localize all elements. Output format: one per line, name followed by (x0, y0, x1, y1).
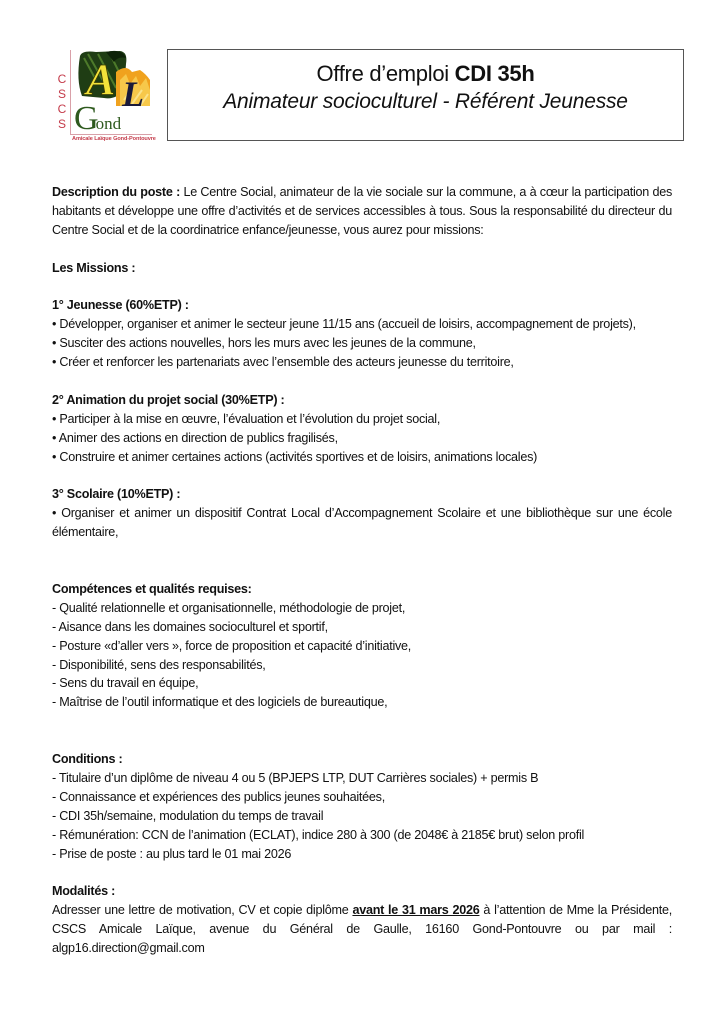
mission-section-title: 3° Scolaire (10%ETP) : (52, 487, 181, 502)
organization-logo (52, 46, 156, 144)
list-item: - Sens du travail en équipe, (52, 676, 199, 691)
list-item: • Développer, organiser et animer le secteur jeune 11/15 ans (accueil de loisirs, accompagnement de projets), (52, 317, 636, 332)
spacer (52, 542, 672, 580)
title-contract-type: CDI 35h (454, 61, 535, 86)
conditions-section (52, 750, 672, 863)
contact-email-link[interactable]: algp16.direction@gmail.com (52, 941, 205, 956)
mission-section-school (52, 485, 672, 542)
list-item: • Animer des actions en direction de publics fragilisés, (52, 430, 338, 445)
list-item: • Créer et renforcer les partenariats avec l’ensemble des acteurs jeunesse du territoire, (52, 355, 514, 370)
modalites-section (52, 882, 672, 958)
list-item: • Susciter des actions nouvelles, hors les murs avec les jeunes de la commune, (52, 336, 476, 351)
list-item: - Qualité relationnelle et organisationnelle, méthodologie de projet, (52, 600, 406, 615)
list-item: - Posture «d’aller vers », force de proposition et capacité d’initiative, (52, 638, 412, 653)
modalites-paragraph (52, 901, 672, 958)
description-paragraph (52, 183, 672, 240)
page-title (168, 60, 683, 88)
logo-divider-vertical (70, 50, 71, 134)
mission-section-title: 1° Jeunesse (60%ETP) : (52, 298, 189, 313)
list-item: • Organiser et animer un dispositif Contrat Local d’Accompagnement Scolaire et une bibliothèque sur une école élémentaire, (52, 506, 672, 540)
logo-gond-rest: ond (95, 114, 122, 133)
svg-text:A: A (86, 55, 116, 104)
list-item: - Connaissance et expériences des publics jeunes souhaitées, (52, 789, 385, 804)
logo-gond-wordmark (74, 100, 122, 137)
competences-section (52, 580, 672, 712)
logo-letter: C (57, 72, 67, 86)
logo-letter: C (57, 102, 67, 116)
spacer (52, 240, 672, 259)
mission-section-title: 2° Animation du projet social (30%ETP) : (52, 392, 285, 407)
logo-letter: S (57, 117, 66, 131)
missions-heading: Les Missions : (52, 260, 136, 275)
conditions-heading: Conditions : (52, 752, 123, 767)
job-title: Animateur socioculturel - Référent Jeunesse (223, 90, 628, 113)
application-deadline: avant le 31 mars 2026 (352, 903, 480, 918)
list-item: - Prise de poste : au plus tard le 01 mai 2026 (52, 846, 292, 861)
mission-section-youth (52, 296, 672, 372)
title-box (167, 49, 684, 141)
mission-section-social-project (52, 391, 672, 467)
spacer (52, 712, 672, 750)
description-text: Le Centre Social, animateur de la vie sociale sur la commune, a à cœur la participation des habitants et développe une offre d’activités et de services accessibles à tous. Sous la responsabilité du directeur du Centre Social et de la coordinatrice enfance/jeunesse, vous aurez pour missions: (52, 185, 672, 237)
modalites-text-after: à l’attention de Mme la Présidente, CSCS Amicale Laïque, avenue du Général de Gaulle, 16160 Gond-Pontouvre ou par mail : (52, 903, 672, 937)
list-item: - Aisance dans les domaines socioculturel et sportif, (52, 619, 328, 634)
list-item: - Rémunération: CCN de l’animation (ECLAT), indice 280 à 300 (de 2048€ à 2185€ brut) selon profil (52, 827, 585, 842)
list-item: • Construire et animer certaines actions (activités sportives et de loisirs, animations locales) (52, 449, 538, 464)
list-item: - CDI 35h/semaine, modulation du temps de travail (52, 808, 324, 823)
spacer (52, 864, 672, 883)
modalites-heading: Modalités : (52, 884, 116, 899)
logo-caption: Amicale Laïque Gond-Pontouvre (72, 136, 156, 142)
list-item: - Disponibilité, sens des responsabilités, (52, 657, 266, 672)
logo-cscs-letters (56, 72, 68, 132)
title-prefix: Offre d’emploi (316, 61, 455, 86)
list-item: - Maîtrise de l’outil informatique et des logiciels de bureautique, (52, 695, 388, 710)
list-item: - Titulaire d’un diplôme de niveau 4 ou 5 (BPJEPS LTP, DUT Carrières sociales) + permis B (52, 771, 539, 785)
logo-letter: S (57, 87, 66, 101)
spacer (52, 278, 672, 297)
spacer (52, 467, 672, 486)
svg-text:L: L (122, 74, 144, 112)
list-item: • Participer à la mise en œuvre, l’évaluation et l’évolution du projet social, (52, 411, 441, 426)
spacer (52, 372, 672, 391)
job-offer-body (52, 183, 672, 958)
description-label: Description du poste : (52, 185, 181, 199)
modalites-text-before: Adresser une lettre de motivation, CV et copie diplôme (52, 903, 353, 918)
logo-gond-initial: G (74, 100, 99, 137)
competences-heading: Compétences et qualités requises: (52, 581, 252, 596)
